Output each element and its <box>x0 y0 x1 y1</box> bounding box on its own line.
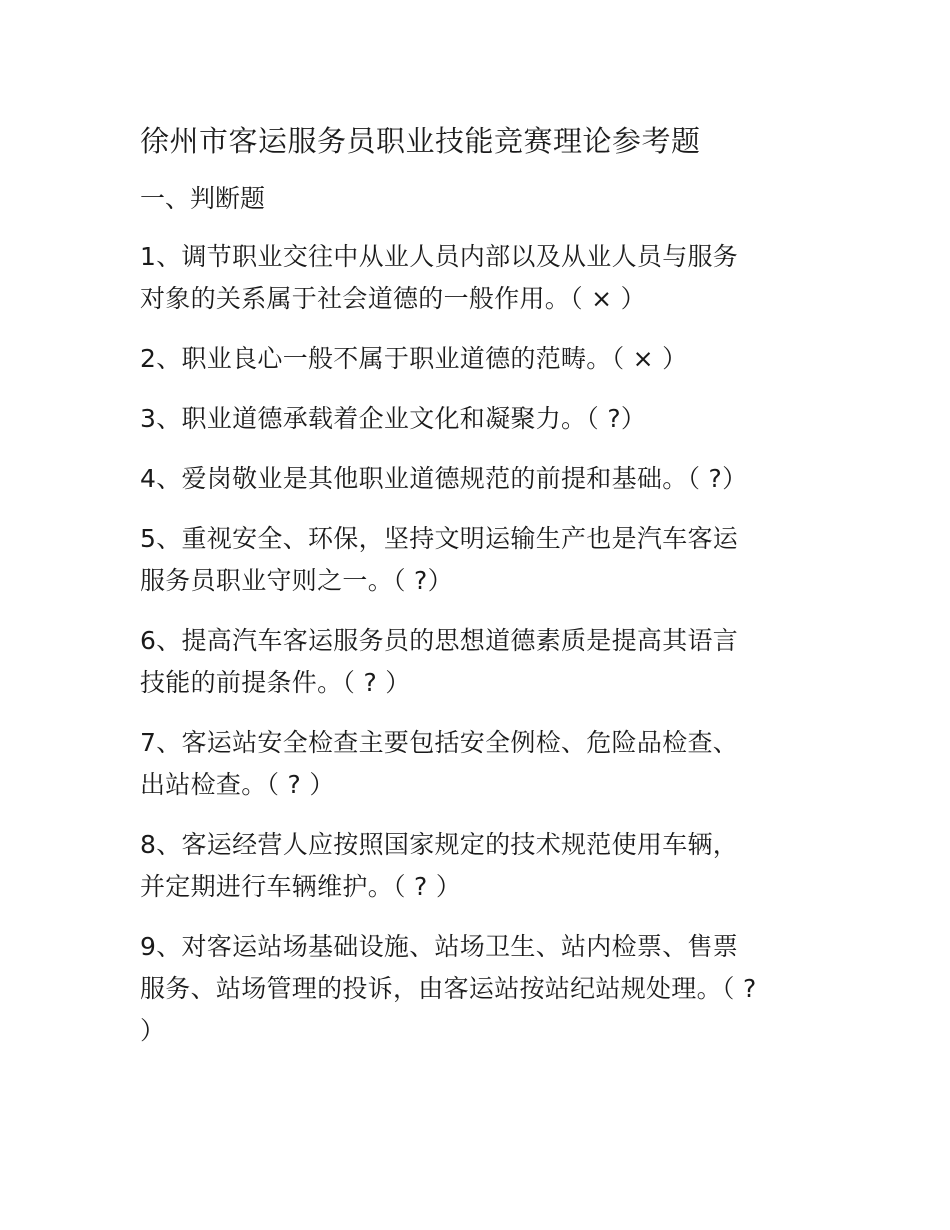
question-line: 对象的关系属于社会道德的一般作用。（ × ） <box>140 284 646 313</box>
question-item <box>140 398 830 440</box>
question-line: 出站检查。（ ? ） <box>140 770 335 799</box>
question-item <box>140 722 830 806</box>
document-title: 徐州市客运服务员职业技能竞赛理论参考题 <box>140 124 701 158</box>
question-line: 7、客运站安全检查主要包括安全例检、危险品检查、 <box>140 728 739 757</box>
document-page <box>140 118 830 1070</box>
question-line: 服务员职业守则之一。（ ?） <box>140 566 453 595</box>
question-line: 1、调节职业交往中从业人员内部以及从业人员与服务 <box>140 242 739 271</box>
question-item <box>140 824 830 908</box>
question-line: 5、重视安全、环保，坚持文明运输生产也是汽车客运 <box>140 524 739 553</box>
question-item <box>140 620 830 704</box>
question-line: 并定期进行车辆维护。（ ? ） <box>140 872 462 901</box>
question-line: 6、提高汽车客运服务员的思想道德素质是提高其语言 <box>140 626 739 655</box>
question-line: ） <box>140 1016 166 1045</box>
question-line: 3、职业道德承载着企业文化和凝聚力。（ ?） <box>140 404 647 433</box>
question-line: 2、职业良心一般不属于职业道德的范畴。（ × ） <box>140 344 688 373</box>
question-line: 服务、站场管理的投诉，由客运站按站纪站规处理。（ ? <box>140 974 757 1003</box>
question-item <box>140 338 830 380</box>
question-item <box>140 926 830 1052</box>
question-line: 8、客运经营人应按照国家规定的技术规范使用车辆， <box>140 830 739 859</box>
question-item <box>140 518 830 602</box>
question-item <box>140 458 830 500</box>
question-line: 9、对客运站场基础设施、站场卫生、站内检票、售票 <box>140 932 739 961</box>
question-item <box>140 236 830 320</box>
question-line: 4、爱岗敬业是其他职业道德规范的前提和基础。（ ?） <box>140 464 748 493</box>
question-line: 技能的前提条件。（ ? ） <box>140 668 411 697</box>
section-heading: 一、判断题 <box>140 184 266 213</box>
